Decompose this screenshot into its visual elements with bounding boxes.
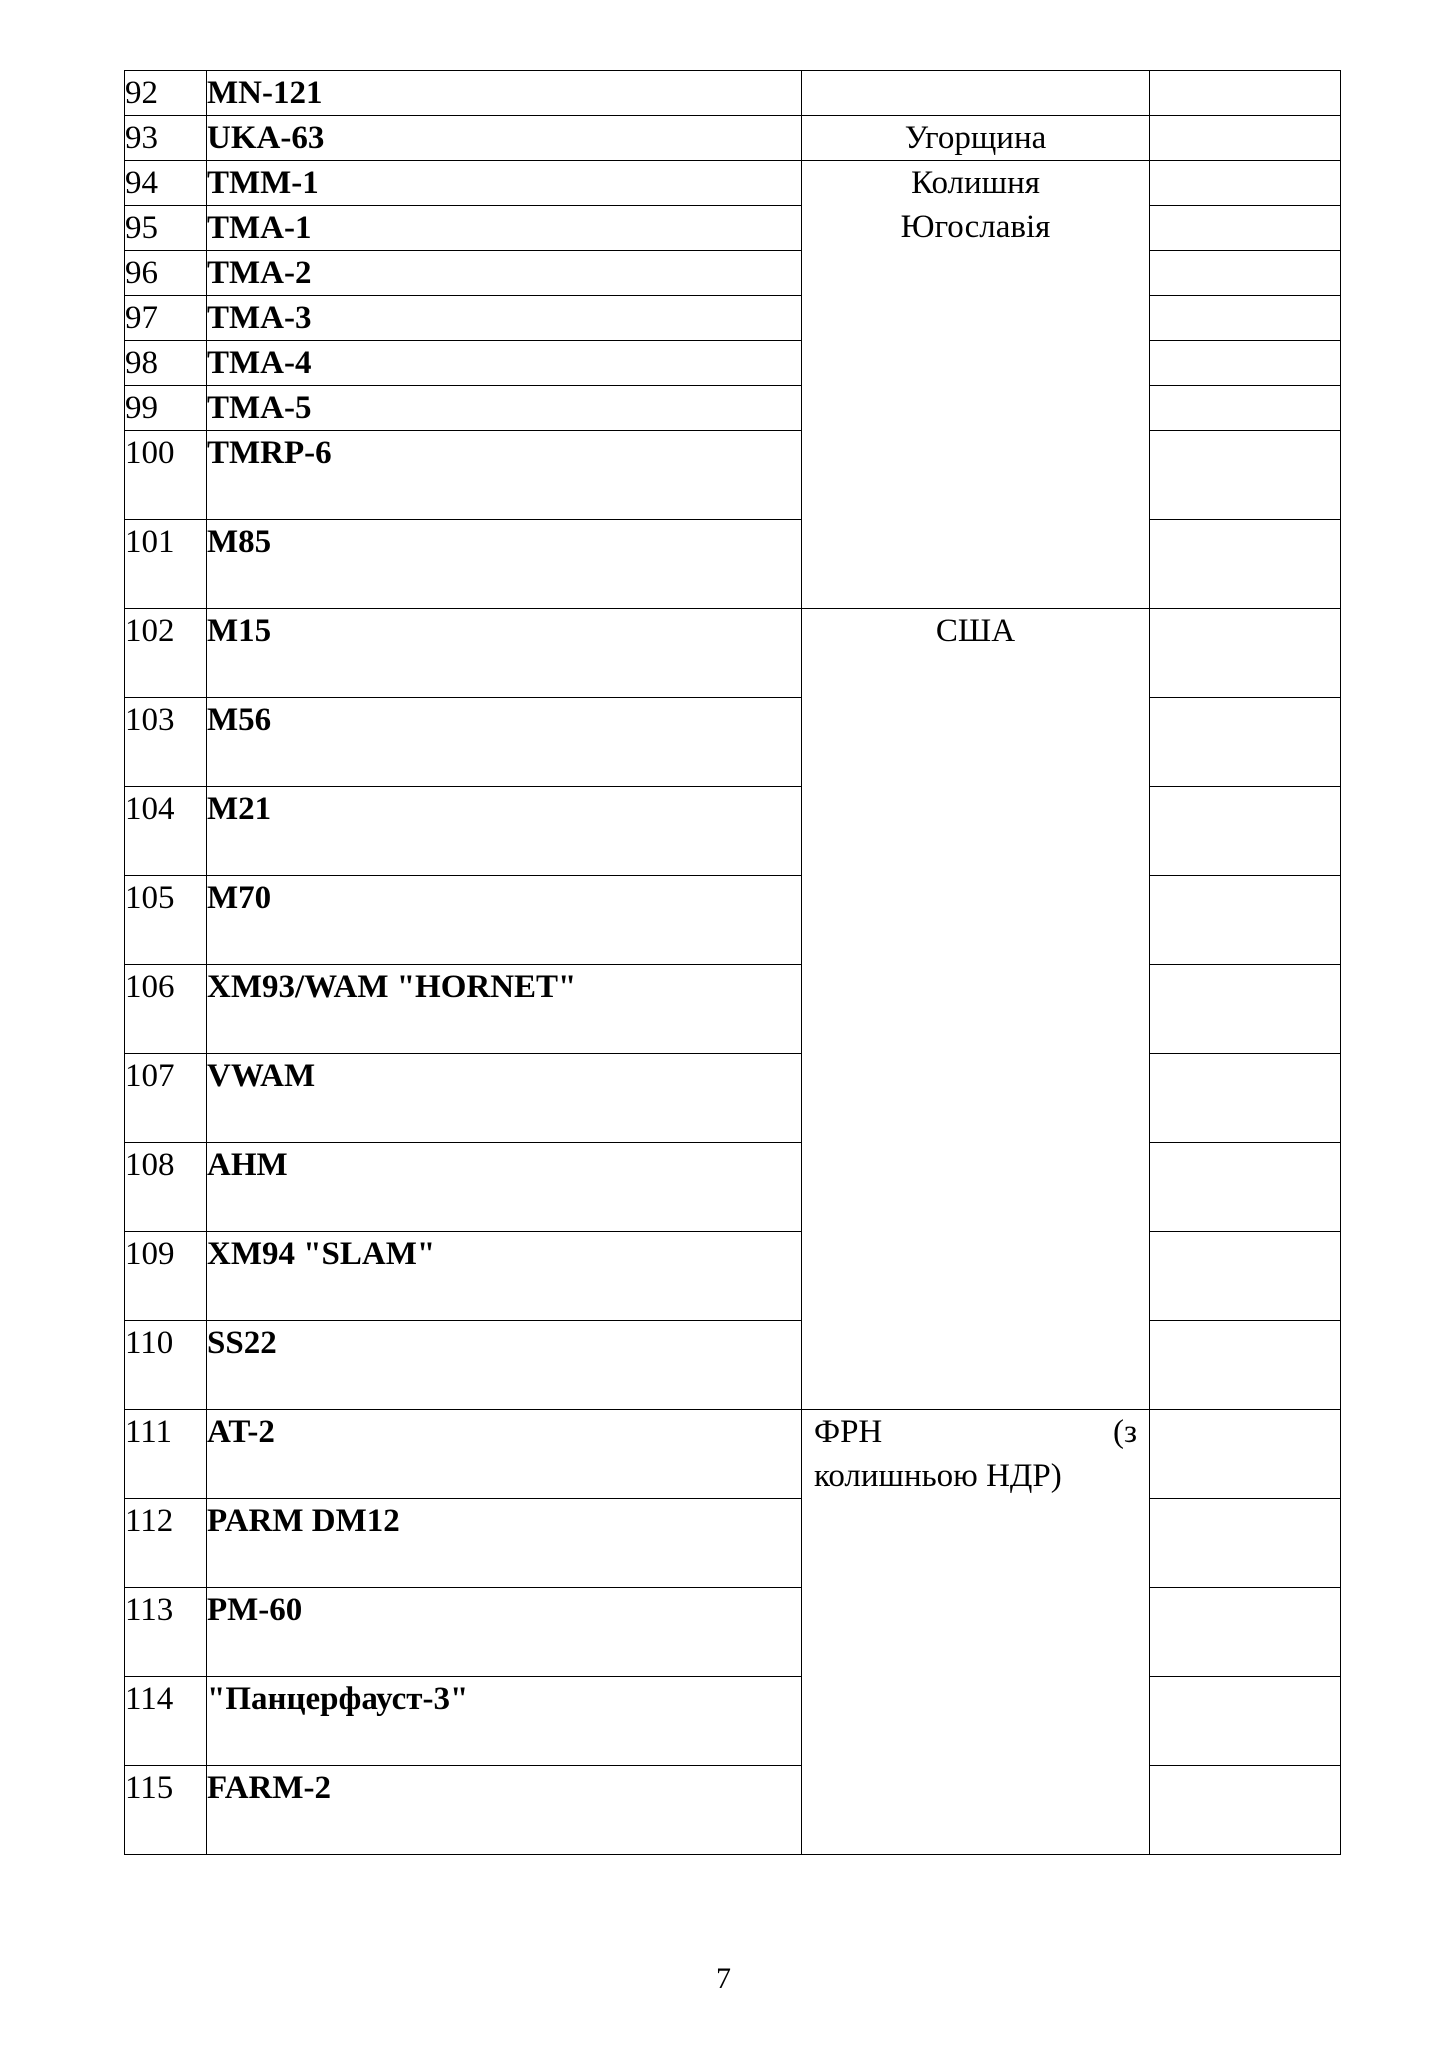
blank-cell [1150, 1677, 1341, 1766]
row-number: 108 [125, 1143, 207, 1232]
table-row [125, 1232, 1341, 1321]
table-row [125, 1677, 1341, 1766]
row-number: 104 [125, 787, 207, 876]
blank-cell [1150, 386, 1341, 431]
table-row [125, 296, 1341, 341]
item-name: XM93/WAM "HORNET" [207, 965, 802, 1054]
item-name: TMA-1 [207, 206, 802, 251]
row-number: 101 [125, 520, 207, 609]
blank-cell [1150, 1766, 1341, 1855]
item-name: PARM DM12 [207, 1499, 802, 1588]
blank-cell [1150, 431, 1341, 520]
document-table [124, 70, 1341, 1855]
blank-cell [1150, 1410, 1341, 1499]
table-row [125, 698, 1341, 787]
row-number: 92 [125, 71, 207, 116]
row-number: 111 [125, 1410, 207, 1499]
item-name: XM94 "SLAM" [207, 1232, 802, 1321]
blank-cell [1150, 965, 1341, 1054]
row-number: 97 [125, 296, 207, 341]
table-row [125, 609, 1341, 698]
row-number: 110 [125, 1321, 207, 1410]
table-row [125, 1321, 1341, 1410]
blank-cell [1150, 1321, 1341, 1410]
page-number: 7 [716, 1962, 731, 1995]
blank-cell [1150, 1499, 1341, 1588]
item-name: SS22 [207, 1321, 802, 1410]
table-row [125, 341, 1341, 386]
item-name: M70 [207, 876, 802, 965]
blank-cell [1150, 876, 1341, 965]
table-row [125, 787, 1341, 876]
item-name: PM-60 [207, 1588, 802, 1677]
item-name: TMA-2 [207, 251, 802, 296]
blank-cell [1150, 609, 1341, 698]
row-number: 99 [125, 386, 207, 431]
country-hungary: Угорщина [802, 116, 1150, 161]
item-name: M85 [207, 520, 802, 609]
row-number: 115 [125, 1766, 207, 1855]
table-row [125, 71, 1341, 116]
blank-cell [1150, 296, 1341, 341]
table-row [125, 1054, 1341, 1143]
table-row [125, 206, 1341, 251]
row-number: 107 [125, 1054, 207, 1143]
blank-cell [1150, 1054, 1341, 1143]
row-number: 112 [125, 1499, 207, 1588]
item-name: M21 [207, 787, 802, 876]
item-name: TMA-5 [207, 386, 802, 431]
blank-cell [1150, 341, 1341, 386]
table-row [125, 161, 1341, 206]
country-usa: США [802, 609, 1150, 1410]
row-number: 95 [125, 206, 207, 251]
row-number: 93 [125, 116, 207, 161]
table-row [125, 1766, 1341, 1855]
row-number: 105 [125, 876, 207, 965]
row-number: 103 [125, 698, 207, 787]
item-name: TMA-4 [207, 341, 802, 386]
table-row [125, 876, 1341, 965]
country-yugoslavia-line1: Колишня [911, 165, 1040, 201]
blank-cell [1150, 206, 1341, 251]
item-name: AHM [207, 1143, 802, 1232]
country-cell-empty [802, 71, 1150, 116]
table-row [125, 965, 1341, 1054]
blank-cell [1150, 251, 1341, 296]
item-name: MN-121 [207, 71, 802, 116]
row-number: 96 [125, 251, 207, 296]
item-name: TMA-3 [207, 296, 802, 341]
row-number: 113 [125, 1588, 207, 1677]
table-row [125, 431, 1341, 520]
row-number: 98 [125, 341, 207, 386]
blank-cell [1150, 1588, 1341, 1677]
table-row [125, 1143, 1341, 1232]
row-number: 109 [125, 1232, 207, 1321]
table-row [125, 1588, 1341, 1677]
blank-cell [1150, 116, 1341, 161]
country-frg-word2: (з [1112, 1414, 1137, 1450]
row-number: 102 [125, 609, 207, 698]
item-name: M15 [207, 609, 802, 698]
item-name: AT-2 [207, 1410, 802, 1499]
blank-cell [1150, 787, 1341, 876]
row-number: 114 [125, 1677, 207, 1766]
country-frg-word1: ФРН [814, 1414, 883, 1450]
table-row [125, 1499, 1341, 1588]
item-name: UKA-63 [207, 116, 802, 161]
table-row [125, 386, 1341, 431]
blank-cell [1150, 1232, 1341, 1321]
blank-cell [1150, 1143, 1341, 1232]
blank-cell [1150, 698, 1341, 787]
row-number: 106 [125, 965, 207, 1054]
item-name: TMM-1 [207, 161, 802, 206]
item-name: M56 [207, 698, 802, 787]
item-name: VWAM [207, 1054, 802, 1143]
blank-cell [1150, 71, 1341, 116]
item-name: FARM-2 [207, 1766, 802, 1855]
item-name: TMRP-6 [207, 431, 802, 520]
table-row [125, 116, 1341, 161]
country-frg-line2: колишньою НДР) [814, 1458, 1062, 1494]
row-number: 100 [125, 431, 207, 520]
row-number: 94 [125, 161, 207, 206]
table-row [125, 1410, 1341, 1499]
item-name: "Панцерфауст-3" [207, 1677, 802, 1766]
country-yugoslavia [802, 161, 1150, 609]
country-yugoslavia-line2: Югославія [900, 209, 1051, 245]
blank-cell [1150, 520, 1341, 609]
table-row [125, 520, 1341, 609]
table-row [125, 251, 1341, 296]
country-frg-line1 [814, 1410, 1137, 1454]
country-frg [802, 1410, 1150, 1855]
blank-cell [1150, 161, 1341, 206]
